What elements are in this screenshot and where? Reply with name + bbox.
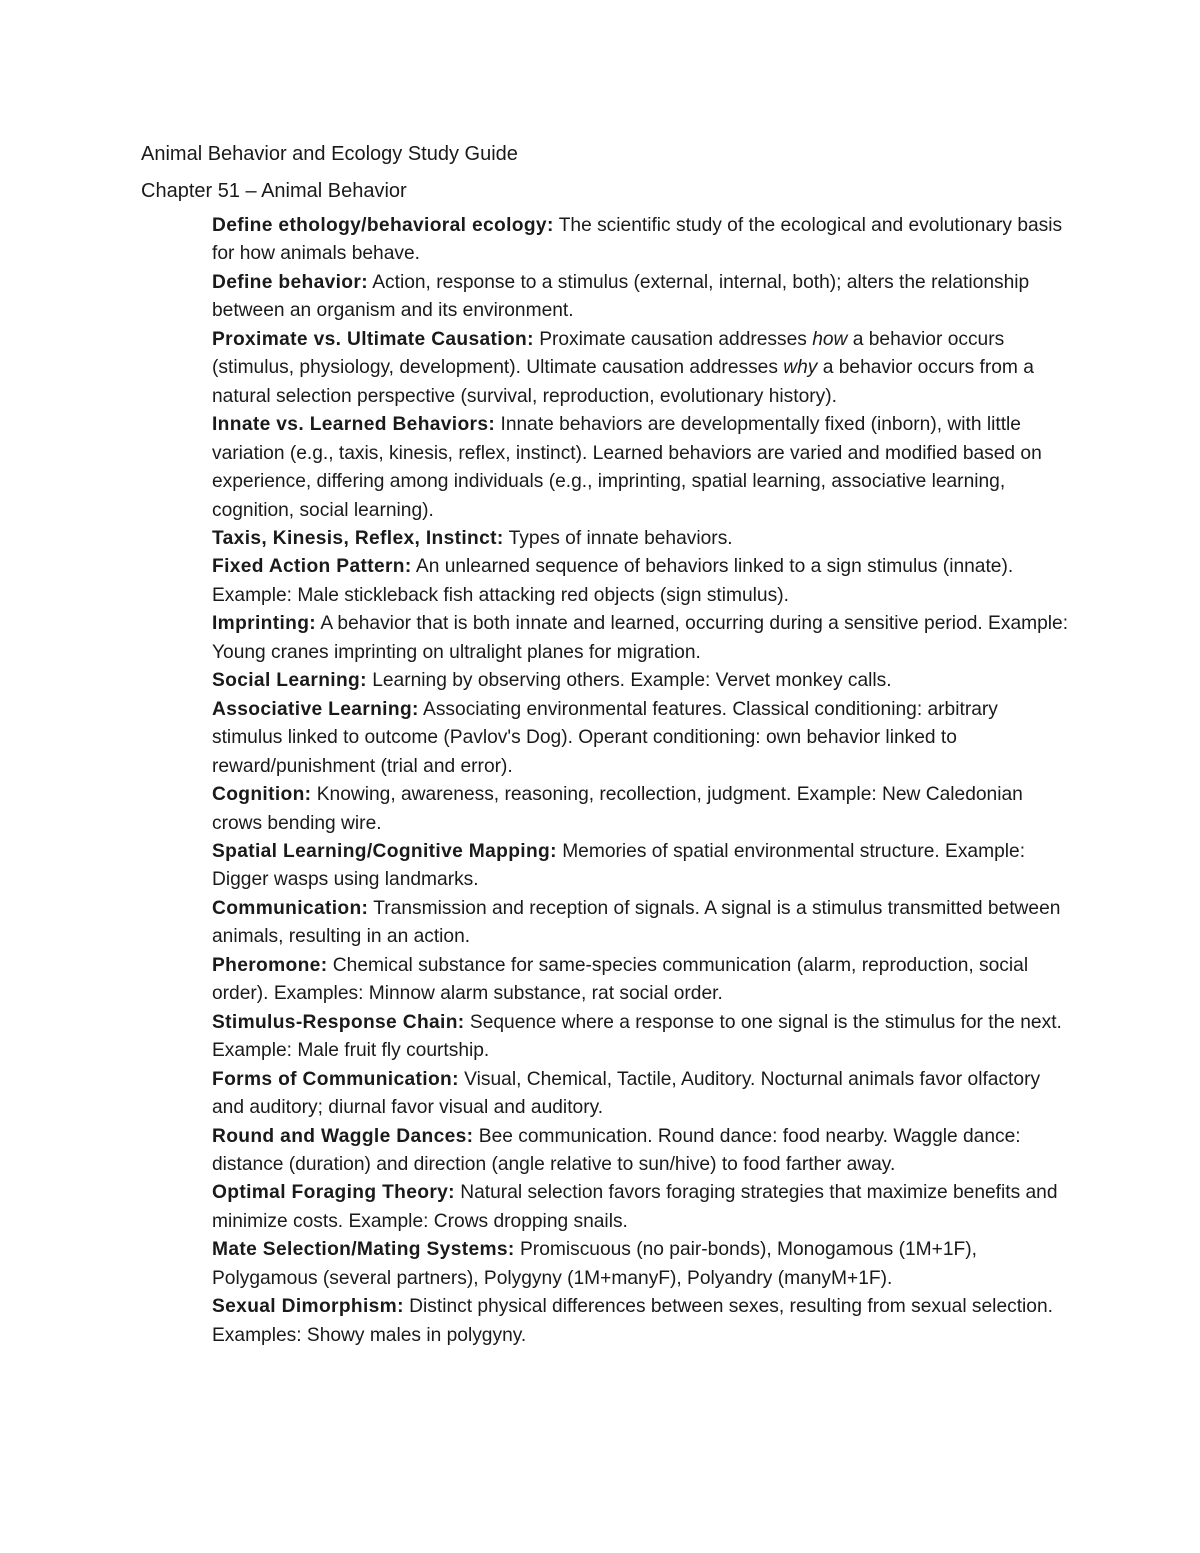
term-definition: Promiscuous (no pair-bonds), Monogamous (1M+1F), Polygamous (several partners), Polygyny (1M+manyF), Polyandry (manyM+1F).	[212, 1239, 977, 1289]
term-definition: Learning by observing others. Example: Vervet monkey calls.	[372, 670, 892, 692]
term-label: Optimal Foraging Theory:	[212, 1182, 455, 1204]
definition-entry	[212, 1179, 1072, 1236]
definition-entry	[212, 667, 1072, 695]
term-definition: Transmission and reception of signals. A signal is a stimulus transmitted between animals, resulting in an action.	[212, 897, 1061, 948]
chapter-title: Chapter 51 – Animal Behavior	[141, 180, 407, 202]
term-label: Taxis, Kinesis, Reflex, Instinct:	[212, 527, 504, 549]
term-definition: Sequence where a response to one signal is the stimulus for the next. Example: Male fruit fly courtship.	[212, 1011, 1062, 1062]
definition-entry	[212, 212, 1072, 269]
term-definition: An unlearned sequence of behaviors linked to a sign stimulus (innate). Example: Male stickleback fish attacking red objects (sign stimulus).	[212, 556, 1014, 606]
term-definition: Bee communication. Round dance: food nearby. Waggle dance: distance (duration) and direction (angle relative to sun/hive) to food farther away.	[212, 1125, 1021, 1175]
term-label: Communication:	[212, 897, 369, 919]
definition-entry	[212, 895, 1072, 952]
definition-list	[212, 212, 1072, 1350]
definition-entry	[212, 553, 1072, 610]
definition-entry	[212, 1293, 1072, 1350]
term-definition: Natural selection favors foraging strategies that maximize benefits and minimize costs. Example: Crows dropping snails.	[212, 1182, 1058, 1232]
term-label: Associative Learning:	[212, 698, 419, 720]
term-definition: Distinct physical differences between sexes, resulting from sexual selection. Examples: Showy males in polygyny.	[212, 1296, 1053, 1346]
definition-entry	[212, 781, 1072, 838]
definition-entry	[212, 1123, 1072, 1180]
definition-entry	[212, 610, 1072, 667]
definition-entry	[212, 269, 1072, 326]
definition-entry	[212, 838, 1072, 895]
definition-entry	[212, 696, 1072, 781]
definition-entry	[212, 1066, 1072, 1123]
term-definition: Knowing, awareness, reasoning, recollection, judgment. Example: New Caledonian crows bending wire.	[212, 784, 1023, 834]
term-label: Social Learning:	[212, 670, 367, 692]
term-definition: A behavior that is both innate and learned, occurring during a sensitive period. Example: Young cranes imprinting on ultralight planes for migration.	[212, 613, 1069, 663]
term-label: Round and Waggle Dances:	[212, 1125, 474, 1147]
term-definition: Associating environmental features. Classical conditioning: arbitrary stimulus linked to outcome (Pavlov's Dog). Operant conditioning: own behavior linked to reward/punishment (trial and error).	[212, 698, 998, 777]
term-label: Spatial Learning/Cognitive Mapping:	[212, 840, 557, 862]
term-label: Define behavior:	[212, 271, 368, 293]
emphasis-text: how	[812, 328, 848, 350]
definition-entry	[212, 411, 1072, 525]
term-definition: Action, response to a stimulus (external, internal, both); alters the relationship between an organism and its environment.	[212, 271, 1030, 322]
term-label: Pheromone:	[212, 954, 328, 976]
emphasis-text: why	[783, 357, 818, 379]
definition-entry	[212, 1009, 1072, 1066]
term-label: Stimulus-Response Chain:	[212, 1011, 465, 1033]
term-label: Forms of Communication:	[212, 1068, 459, 1090]
term-label: Fixed Action Pattern:	[212, 556, 412, 578]
term-definition: Innate behaviors are developmentally fixed (inborn), with little variation (e.g., taxis, kinesis, reflex, instinct). Learned behaviors are varied and modified based on experience, differing among individuals (e.g., imprinting, spatial learning, associative learning, cognition, social learning).	[212, 414, 1042, 521]
definition-entry	[212, 326, 1072, 411]
definition-text: Proximate causation addresses	[539, 328, 813, 350]
term-label: Imprinting:	[212, 613, 317, 635]
term-definition: Chemical substance for same-species communication (alarm, reproduction, social order). Examples: Minnow alarm substance, rat social order.	[212, 954, 1029, 1005]
term-definition: The scientific study of the ecological and evolutionary basis for how animals behave.	[212, 215, 1063, 265]
definition-text: a behavior occurs from a natural selection perspective (survival, reproduction, evolutionary history).	[212, 357, 1034, 407]
definition-text: a behavior occurs (stimulus, physiology, development). Ultimate causation addresses	[212, 328, 1005, 379]
definition-entry	[212, 1236, 1072, 1293]
term-label: Proximate vs. Ultimate Causation:	[212, 328, 534, 350]
term-label: Sexual Dimorphism:	[212, 1296, 404, 1318]
term-label: Cognition:	[212, 784, 312, 806]
term-label: Mate Selection/Mating Systems:	[212, 1239, 515, 1261]
definition-entry	[212, 525, 1072, 553]
term-definition: Types of innate behaviors.	[508, 527, 733, 549]
term-label: Innate vs. Learned Behaviors:	[212, 414, 496, 436]
term-definition: Memories of spatial environmental structure. Example: Digger wasps using landmarks.	[212, 840, 1026, 891]
term-definition: Visual, Chemical, Tactile, Auditory. Nocturnal animals favor olfactory and auditory; diurnal favor visual and auditory.	[212, 1068, 1041, 1119]
definition-entry	[212, 952, 1072, 1009]
term-label: Define ethology/behavioral ecology:	[212, 215, 554, 236]
document-title: Animal Behavior and Ecology Study Guide	[141, 143, 518, 165]
